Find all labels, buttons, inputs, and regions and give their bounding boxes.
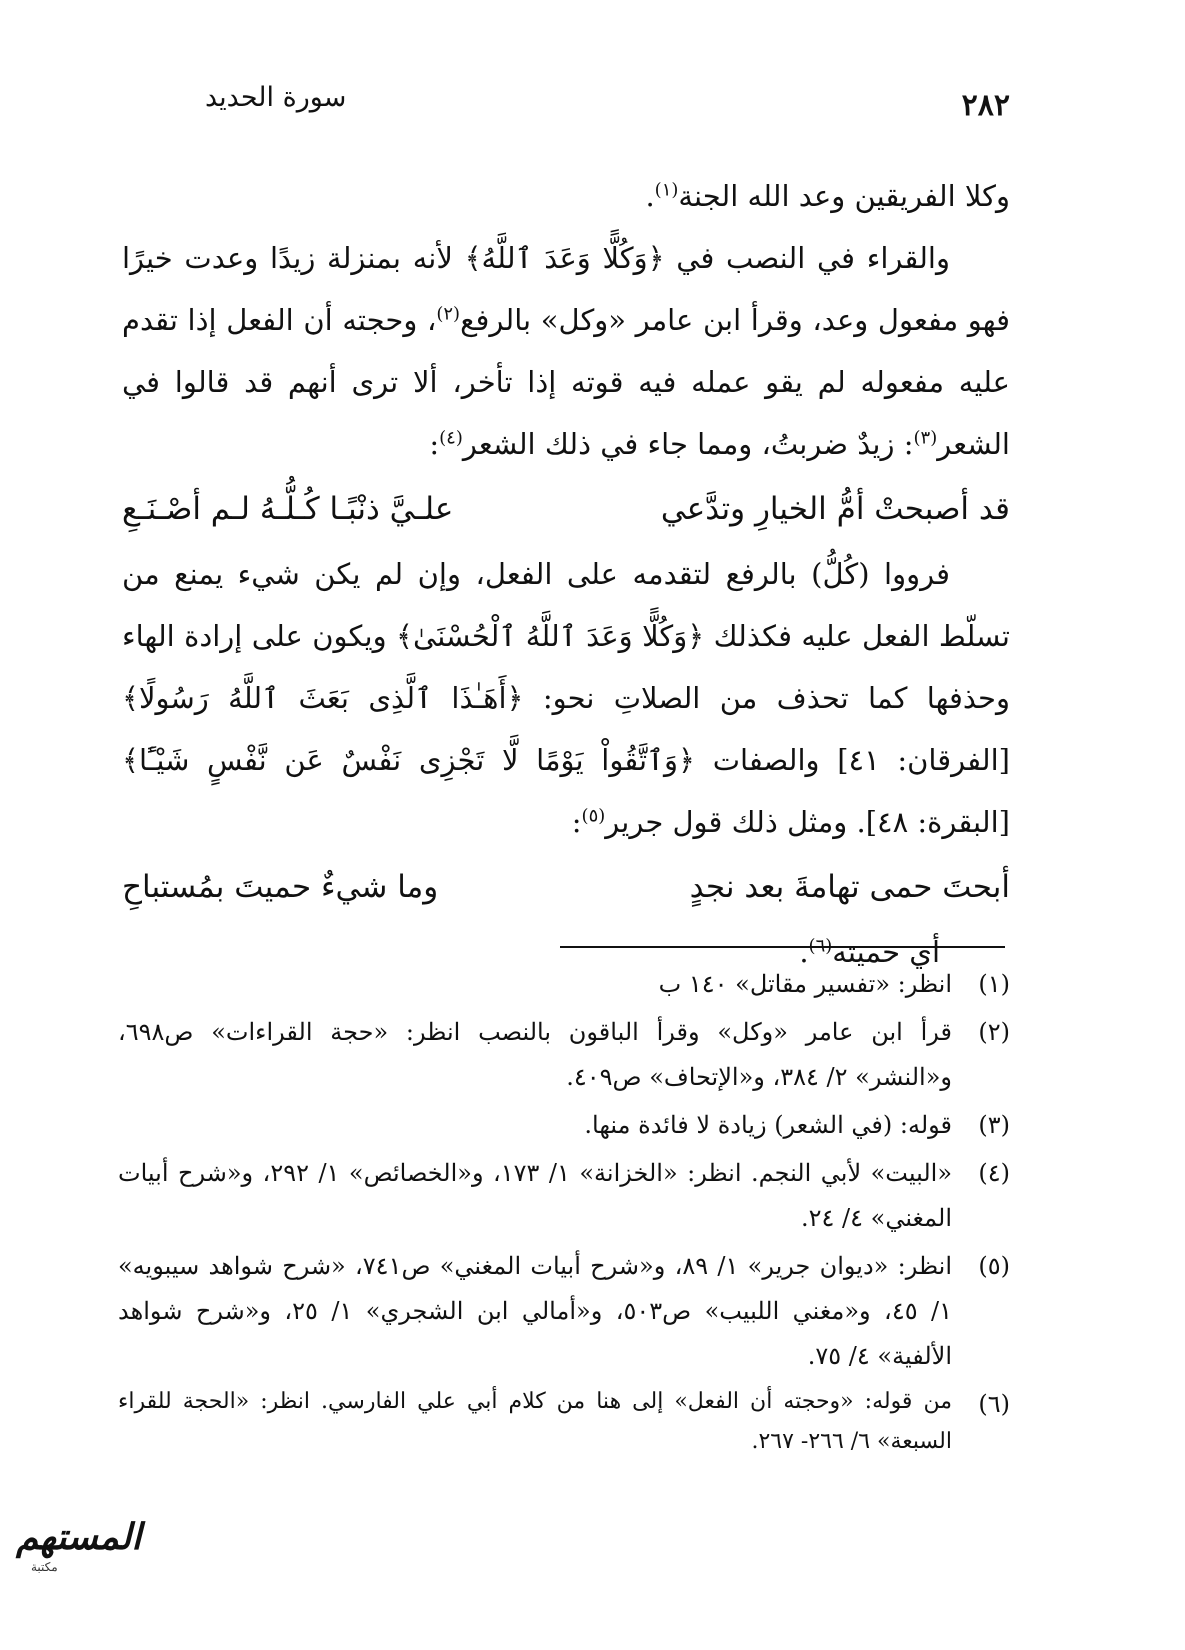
- quran-quote-4: ﴿وَٱتَّقُواْ يَوْمًا لَّا تَجْزِى نَفْسٌ عَن نَّفْسٍ شَيْـًٔا﴾: [122, 743, 696, 777]
- paragraph-2-text-d: : زيدٌ ضربتُ، ومما جاء في ذلك الشعر: [462, 427, 914, 461]
- paragraph-3-text-c: [الفرقان: ٤١] والصفات: [695, 743, 1010, 777]
- paragraph-3: [122, 543, 1010, 853]
- footnote-divider: [560, 946, 1005, 948]
- footnote-text: انظر: «تفسير مقاتل» ١٤٠ ب: [658, 970, 952, 998]
- footnote-ref-3: (٣): [913, 427, 938, 449]
- footnote-text: «البيت» لأبي النجم. انظر: «الخزانة» ١/ ١٧٣، و«الخصائص» ١/ ٢٩٢، و«شرح أبيات المغني» ٤/ ٢٤.: [118, 1159, 952, 1232]
- paragraph-1-end: .: [645, 179, 655, 213]
- footnote-number: (٣): [978, 1111, 1010, 1139]
- footnote-number: (٢): [978, 1018, 1010, 1046]
- footnote-1: [118, 962, 1010, 1007]
- page-header: [205, 82, 1010, 132]
- verse-1-second-hemistich: علـيَّ ذنْبًـا كُـلُّـهُ لـم أصْـنَـعِ: [122, 491, 454, 527]
- verse-2-first-hemistich: أبحتَ حمى تهامةَ بعد نجدٍ: [689, 869, 1010, 905]
- footnote-number: (٥): [978, 1252, 1010, 1280]
- verse-2-second-hemistich: وما شيءٌ حميتَ بمُستباحِ: [122, 869, 439, 905]
- paragraph-3-text-b: ويكون على إرادة الهاء وحذفها كما تحذف من الصلاتِ نحو:: [122, 619, 1010, 715]
- paragraph-2-text-b: لأنه بمنزلة زيدًا وعدت خيرًا فهو مفعول وعد، وقرأ ابن عامر «وكل» بالرفع: [122, 241, 1010, 337]
- quran-quote-2: ﴿وَكُلًّا وَعَدَ ٱللَّهُ ٱلْحُسْنَىٰ﴾: [396, 619, 705, 653]
- poetry-verse-1: [122, 475, 1010, 543]
- footnote-text: قوله: (في الشعر) زيادة لا فائدة منها.: [584, 1111, 952, 1139]
- page-number: ٢٨٢: [961, 88, 1010, 123]
- footnote-5: [118, 1244, 1010, 1379]
- paragraph-3-text-d: [البقرة: ٤٨]. ومثل ذلك قول جرير: [605, 805, 1010, 839]
- footnote-ref-1: (١): [654, 179, 679, 201]
- footnote-3: [118, 1103, 1010, 1148]
- footnote-ref-6: (٦): [808, 935, 833, 957]
- paragraph-1-text: وكلا الفريقين وعد الله الجنة: [678, 179, 1010, 213]
- footnotes: [118, 962, 1010, 1465]
- paragraph-2-text-c: ، وحجته أن الفعل إذا تقدم عليه مفعوله لم يقو عمله فيه قوته إذا تأخر، ألا ترى أنهم قد قالوا في الشعر: [122, 303, 1010, 461]
- footnote-number: (١): [978, 970, 1010, 998]
- footnote-6: [118, 1382, 1010, 1462]
- paragraph-1: [122, 165, 1010, 227]
- footnote-ref-5: (٥): [581, 805, 606, 827]
- main-text: [122, 165, 1010, 983]
- footnote-text: قرأ ابن عامر «وكل» وقرأ الباقون بالنصب انظر: «حجة القراءات» ص٦٩٨، و«النشر» ٢/ ٣٨٤، و«الإتحاف» ص٤٠٩.: [118, 1018, 952, 1091]
- footnote-text: انظر: «ديوان جرير» ١/ ٨٩، و«شرح أبيات المغني» ص٧٤١، «شرح شواهد سيبويه» ١/ ٤٥، و«مغني اللبيب» ص٥٠٣، و«أمالي ابن الشجري» ١/ ٢٥، و«شرح شواهد الألفية» ٤/ ٧٥.: [118, 1252, 953, 1370]
- footnote-text: من قوله: «وحجته أن الفعل» إلى هنا من كلام أبي علي الفارسي. انظر: «الحجة للقراء السبعة» ٦/ ٢٦٦- ٢٦٧.: [118, 1389, 952, 1454]
- paragraph-2-text-a: والقراء في النصب في: [664, 241, 950, 275]
- poetry-verse-2: [122, 853, 1010, 921]
- footnote-number: (٦): [978, 1390, 1010, 1418]
- stamp-sub-text: مكتبة: [31, 1560, 58, 1574]
- quran-quote-1: ﴿وَكُلًّا وَعَدَ ٱللَّهُ﴾: [464, 241, 665, 275]
- footnote-ref-4: (٤): [439, 427, 463, 449]
- footnote-2: [118, 1010, 1010, 1100]
- verse-2-gloss-end: .: [799, 935, 809, 969]
- paragraph-2: [122, 227, 1010, 475]
- footnote-ref-2: (٢): [436, 303, 461, 325]
- stamp-main-text: المستهم: [16, 1516, 142, 1558]
- footnote-number: (٤): [978, 1159, 1010, 1187]
- paragraph-3-text-a: فرووا (كُلُّ) بالرفع لتقدمه على الفعل، وإن لم يكن شيء يمنع من تسلّط الفعل عليه فكذلك: [122, 557, 1010, 653]
- verse-2-gloss-text: أي حميته: [832, 935, 940, 969]
- paragraph-3-text-e: :: [571, 805, 582, 839]
- surah-title: سورة الحديد: [205, 82, 347, 113]
- quran-quote-3: ﴿أَهَـٰذَا ٱلَّذِى بَعَثَ ٱللَّهُ رَسُولًا﴾: [122, 681, 524, 715]
- footnote-4: [118, 1151, 1010, 1241]
- paragraph-2-text-e: :: [429, 427, 440, 461]
- library-stamp-logo: [6, 1516, 156, 1580]
- verse-1-first-hemistich: قد أصبحتْ أمُّ الخيارِ وتدَّعي: [660, 491, 1010, 527]
